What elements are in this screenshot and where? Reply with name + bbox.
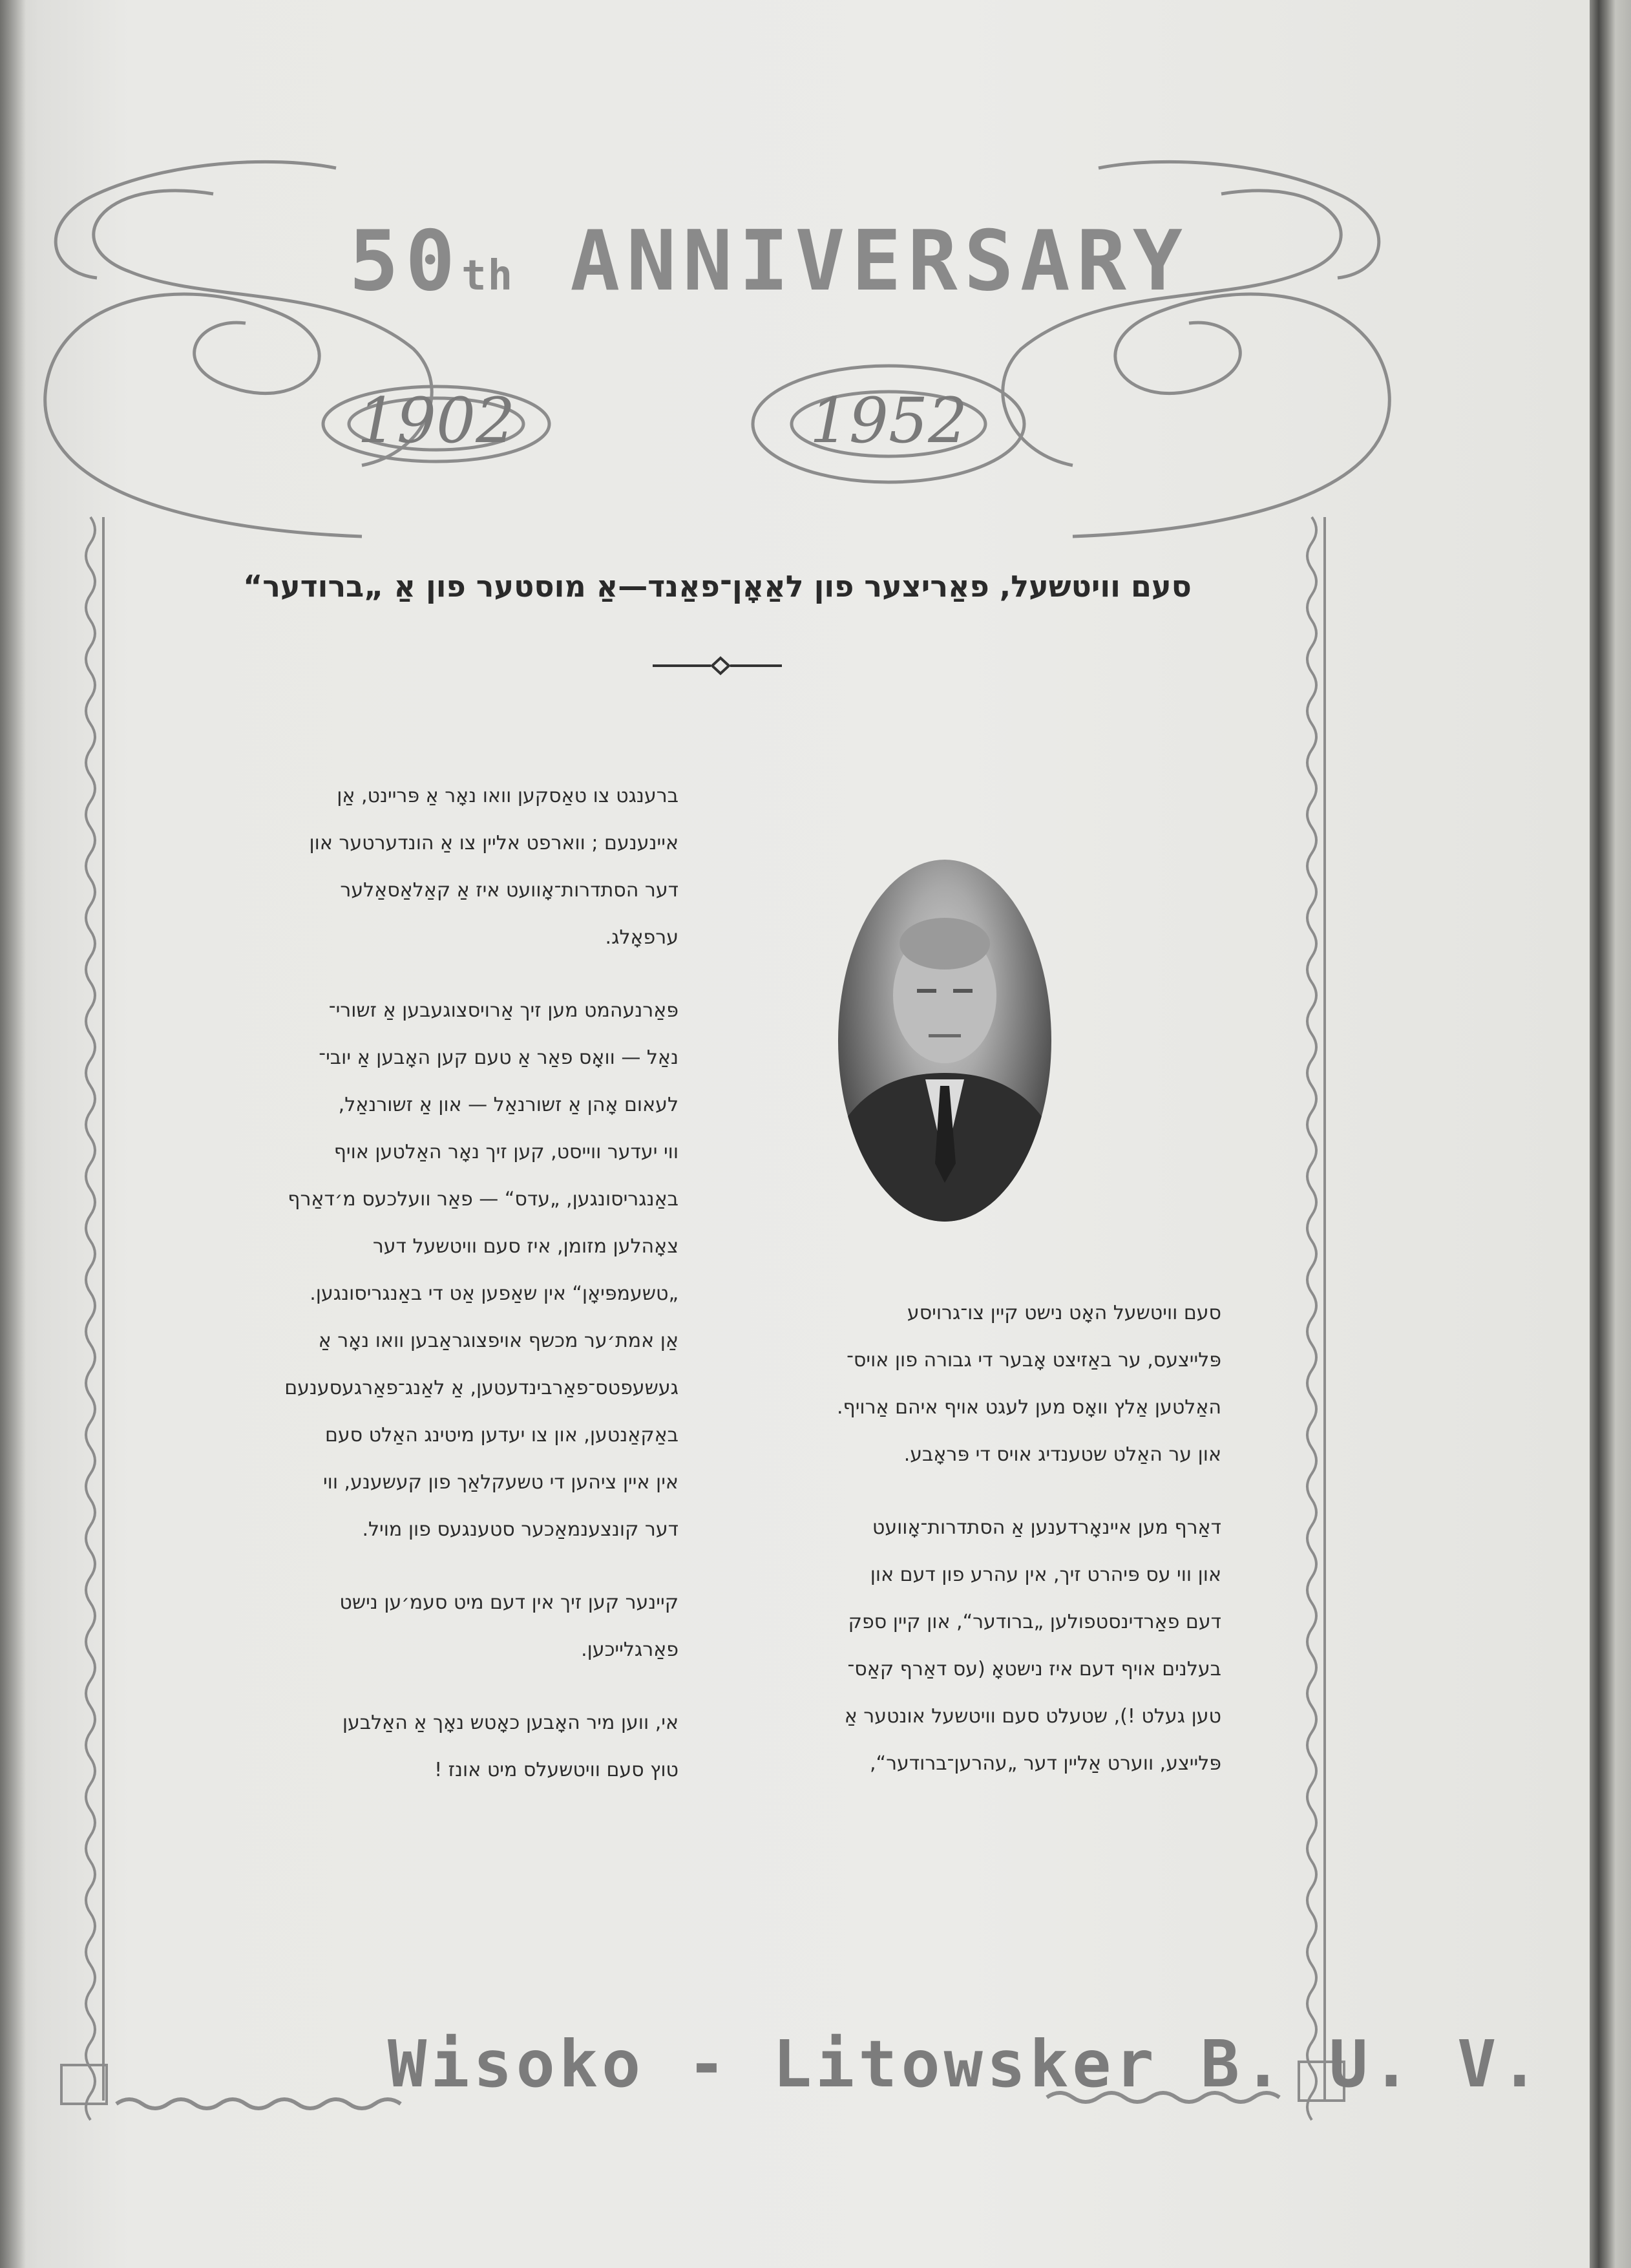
text-line: צאָהלען מזומן, איז סעם וויטשעל דער xyxy=(372,1235,679,1258)
text-column-right xyxy=(187,772,679,1819)
book-spine xyxy=(1590,0,1631,2268)
text-column-left xyxy=(730,1289,1221,1813)
left-flourish xyxy=(45,294,362,536)
text-line: באַקאַנטען, און צו יעדען מיטינג האַלט סעם xyxy=(324,1424,679,1447)
text-line: און ווי עס פּיהרט זיך, אין עהרע פון דעם און xyxy=(870,1563,1221,1586)
paragraph xyxy=(730,1504,1221,1787)
text-line: באַנגריסונגען, „עדס“ — פאַר וועלכעס מ׳דאַרף xyxy=(288,1188,679,1211)
text-line: בעלנים אויף דעם איז נישטאָ (עס דאַרף קאַס־ xyxy=(847,1658,1221,1680)
text-line: דעם פאַרדינסטפולען „ברודער“, און קיין ספק xyxy=(848,1611,1221,1633)
right-flourish xyxy=(1073,294,1389,536)
text-line: פּלייצע, ווערט אַליין דער „עהרען־ברודער“, xyxy=(869,1752,1221,1775)
paragraph xyxy=(187,1579,679,1673)
text-line: און ער האַלט שטענדיג אויס די פּראָבע. xyxy=(903,1443,1221,1466)
text-line: ווי יעדער ווייסט, קען זיך נאָר האַלטען אויף xyxy=(333,1141,679,1163)
society-name: Wisoko - Litowsker B. U. V. xyxy=(388,2026,1543,2102)
portrait-photo xyxy=(838,860,1051,1222)
footer-left-wave xyxy=(116,2099,401,2108)
text-line: לעאום אָהן אַ זשורנאַל — און אַ זשורנאַל, xyxy=(338,1094,679,1116)
title-suffix: th xyxy=(461,252,514,300)
text-line: ערפאָלג. xyxy=(605,926,679,949)
year-end: 1952 xyxy=(809,385,968,457)
title-word: ANNIVERSARY xyxy=(570,213,1189,310)
text-line: טוץ סעם וויטשעלס מיט אונז ! xyxy=(434,1759,679,1781)
paragraph xyxy=(187,1699,679,1794)
right-wavy-rail xyxy=(1307,517,1316,2120)
text-line: איינענעם ; ווארפט אליין צו אַ הונדערטער און xyxy=(309,832,679,854)
text-line: פּלייצעס, ער באַזיצט אָבער די גבורה פון אויס־ xyxy=(847,1349,1221,1372)
text-line: „טשעמפּיאָן“ אין שאַפען אַט די באַנגריסונגען. xyxy=(310,1282,679,1305)
text-line: נאַל — וואָס פאַר אַ טעם קען האָבען אַ יובי־ xyxy=(319,1046,679,1069)
text-line: פאַרגלייכען. xyxy=(581,1638,679,1661)
text-line: דער הסתדרות־אָוועט איז אַ קאַלאַסאַלער xyxy=(340,879,679,902)
left-corner-ornament xyxy=(61,2065,107,2104)
text-line: האַלטען אַלץ וואָס מען לעגט אויף איהם אַרויף. xyxy=(837,1396,1221,1419)
text-line: קיינער קען זיך אין דעם מיט סעמ׳ען נישט xyxy=(339,1591,679,1614)
text-line: סעם וויטשעל האָט נישט קיין צו־גרויסע xyxy=(907,1302,1221,1324)
paragraph xyxy=(187,772,679,961)
text-line: אי, ווען מיר האָבען כאָטש נאָך אַ האַלבען xyxy=(342,1712,679,1734)
text-line: געשעפטס־פאַרבינדעטען, אַ לאַנג־פאַרגעסענעם xyxy=(284,1377,679,1399)
anniversary-title xyxy=(349,213,1189,310)
text-line: פּאַרנעהמט מען זיך אַרויסצוגעבען אַ זשורי־ xyxy=(328,999,679,1022)
portrait-of-man-icon xyxy=(838,860,1051,1222)
text-line: טען געלט !), שטעלט סעם וויטשעל אונטער אַ xyxy=(844,1705,1221,1728)
text-line: אַן אמת׳ער מכשף אויפצוגראַבען וואו נאָר אַ xyxy=(318,1330,679,1352)
paragraph xyxy=(730,1289,1221,1478)
text-line: ברענגט צו טאַסקען וואו נאָר אַ פּריינט, אַן xyxy=(337,785,679,807)
paragraph xyxy=(187,987,679,1553)
year-start: 1902 xyxy=(357,385,516,457)
text-line: דער קונצענמאַכער סטענגעס פון מויל. xyxy=(362,1518,679,1541)
text-line: דאַרף מען איינאָרדענען אַ הסתדרות־אָוועט xyxy=(872,1516,1221,1539)
article-heading: סעם וויטשעל, פאַריצער פון לאַאָן־פאַנד—אַ מוסטער פון אַ „ברודער“ xyxy=(243,569,1192,604)
left-wavy-rail xyxy=(86,517,95,2120)
text-line: אין איין ציהען די טשעקלאַך פון קעשענע, ווי xyxy=(322,1471,679,1494)
title-number: 50 xyxy=(349,213,462,310)
